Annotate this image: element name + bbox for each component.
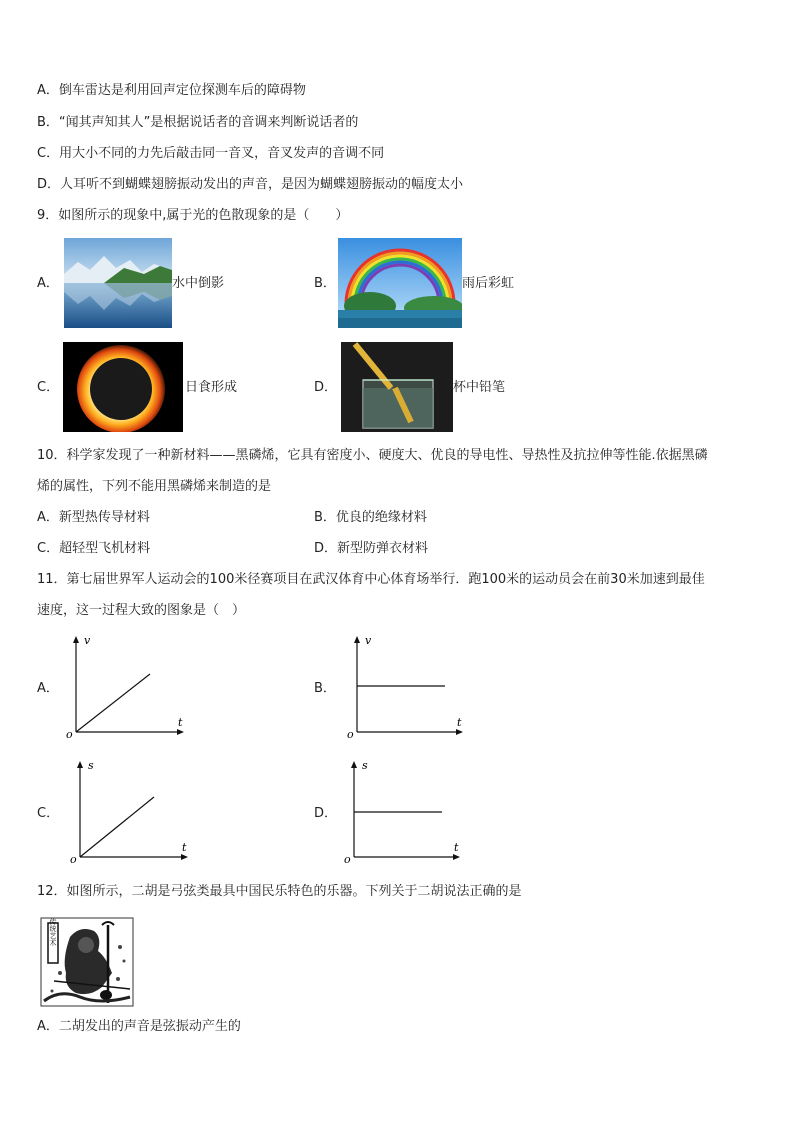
graph-d-origin-label: o (344, 853, 351, 865)
q9-option-b-letter: B． (314, 276, 336, 291)
graph-d-y-label: s (362, 759, 368, 772)
q10-option-d: D．新型防弹衣材料 (314, 541, 429, 556)
q11-option-d-letter: D． (314, 806, 338, 821)
q8-option-b: B．“闻其声知其人”是根据说话者的音调来判断说话者的 (37, 115, 359, 130)
q12-stem: 12．如图所示，二胡是弓弦类最具中国民乐特色的乐器。下列关于二胡说法正确的是 (37, 884, 522, 899)
rainbow-image (338, 238, 462, 328)
q10-option-a: A．新型热传导材料 (37, 510, 150, 525)
q10-option-c: C．超轻型飞机材料 (37, 541, 151, 556)
q11-graph-d (342, 757, 472, 865)
q9-option-a-letter: A． (37, 276, 59, 291)
q11-graph-c (68, 757, 198, 865)
solar-eclipse-image (63, 342, 183, 432)
q11-graph-a (64, 632, 194, 740)
q8-option-d: D．人耳听不到蝴蝶翅膀振动发出的声音，是因为蝴蝶翅膀振动的幅度太小 (37, 177, 464, 192)
q11-option-a-letter: A． (37, 681, 59, 696)
graph-c-x-label: t (182, 841, 187, 854)
graph-d-x-label: t (454, 841, 459, 854)
pencil-in-cup-image (341, 342, 453, 432)
graph-a-x-label: t (178, 716, 183, 729)
q9-option-c-letter: C． (37, 380, 60, 395)
graph-a-origin-label: o (66, 728, 73, 740)
graph-c-y-label: s (88, 759, 94, 772)
q9-option-d-caption: 杯中铅笔 (453, 380, 506, 395)
q11-option-c-letter: C． (37, 806, 60, 821)
q11-graph-b (345, 632, 475, 740)
q11-stem-line1: 11．第七届世界军人运动会的100米径赛项目在武汉体育中心体育场举行．跑100米的运动员会在前30米加速到最佳 (37, 572, 705, 587)
q9-option-b-caption: 雨后彩虹 (462, 276, 515, 291)
lake-reflection-image (64, 238, 172, 328)
image-calligraphy-text: 传统艺术 (49, 918, 57, 946)
q9-option-d-letter: D． (314, 380, 338, 395)
erhu-player-image (40, 917, 134, 1007)
graph-c-origin-label: o (70, 853, 77, 865)
q10-option-b: B．优良的绝缘材料 (314, 510, 427, 525)
q12-option-a: A．二胡发出的声音是弦振动产生的 (37, 1019, 241, 1034)
q9-option-a-caption: 水中倒影 (172, 276, 225, 291)
q9-option-c-caption: 日食形成 (185, 380, 238, 395)
graph-a-y-label: v (84, 634, 91, 647)
q8-option-a: A．倒车雷达是利用回声定位探测车后的障碍物 (37, 83, 306, 98)
q11-stem-line2: 速度，这一过程大致的图象是（ ） (37, 603, 246, 618)
q9-stem: 9．如图所示的现象中,属于光的色散现象的是（ ） (37, 208, 349, 223)
graph-b-x-label: t (457, 716, 462, 729)
q8-option-c: C．用大小不同的力先后敲击同一音叉，音叉发声的音调不同 (37, 146, 385, 161)
graph-b-y-label: v (365, 634, 372, 647)
q11-option-b-letter: B． (314, 681, 336, 696)
q10-stem-line2: 烯的属性，下列不能用黑磷烯来制造的是 (37, 479, 272, 494)
graph-b-origin-label: o (347, 728, 354, 740)
q10-stem-line1: 10．科学家发现了一种新材料——黑磷烯，它具有密度小、硬度大、优良的导电性、导热性及抗拉伸等性能.依据黑磷 (37, 448, 708, 463)
